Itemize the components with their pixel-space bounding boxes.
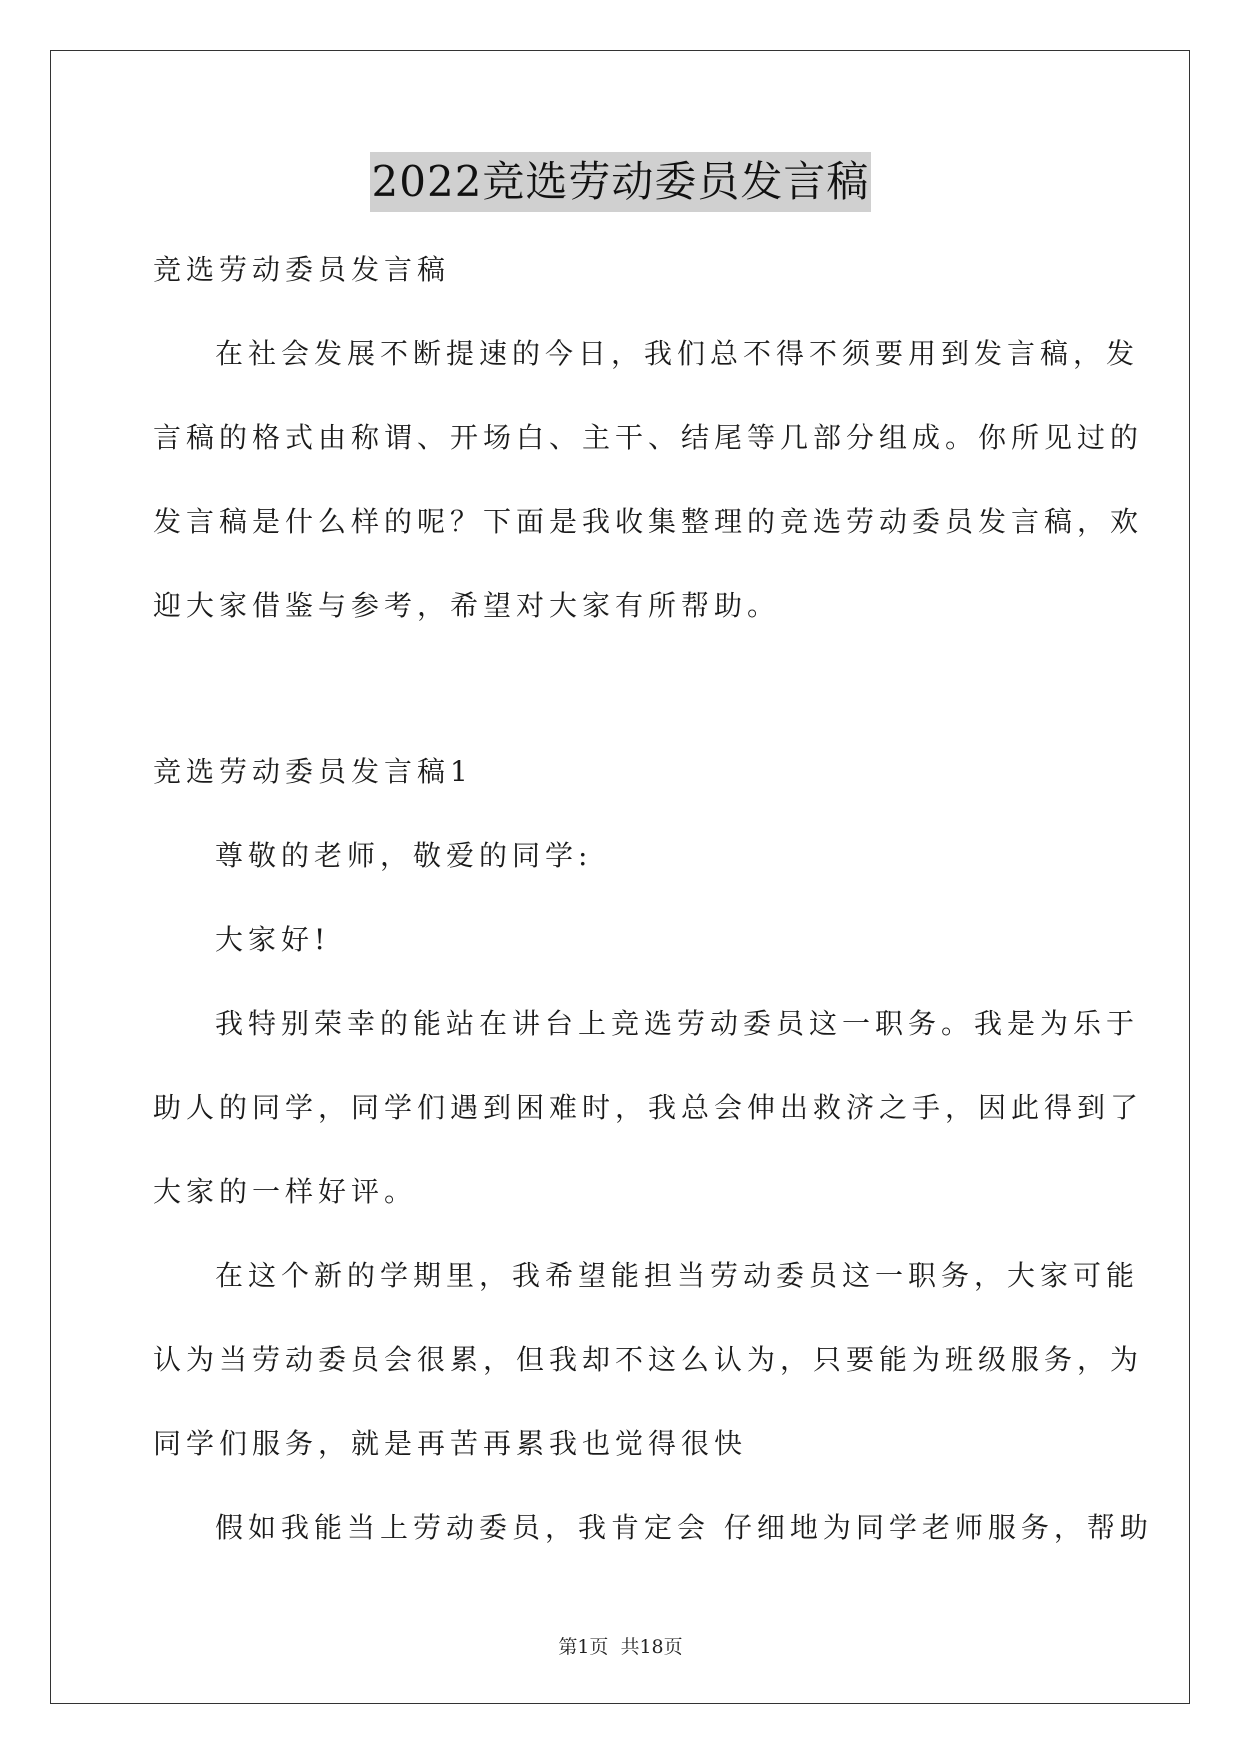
paragraph-line: 言稿的格式由称谓、开场白、主干、结尾等几部分组成。你所见过的	[153, 421, 1144, 454]
title-wrap	[0, 152, 1241, 212]
document-title: 2022竞选劳动委员发言稿	[370, 152, 872, 212]
page-number: 第1页	[558, 1636, 609, 1658]
paragraph-line: 我特别荣幸的能站在讲台上竞选劳动委员这一职务。我是为乐于	[215, 1007, 1140, 1040]
page-total: 共18页	[620, 1636, 683, 1658]
paragraph-line: 在社会发展不断提速的今日，我们总不得不须要用到发言稿，发	[215, 337, 1140, 370]
page-footer	[0, 1632, 1241, 1659]
paragraph-line: 同学们服务，就是再苦再累我也觉得很快	[153, 1427, 748, 1460]
paragraph-line: 大家的一样好评。	[153, 1175, 418, 1208]
section-heading: 竞选劳动委员发言稿1	[153, 755, 473, 788]
paragraph-line: 助人的同学，同学们遇到困难时，我总会伸出救济之手，因此得到了	[153, 1091, 1144, 1124]
paragraph-line: 假如我能当上劳动委员，我肯定会 仔细地为同学老师服务，帮助	[215, 1511, 1153, 1544]
greeting-line: 大家好!	[215, 923, 331, 956]
document-body	[153, 228, 1153, 1570]
paragraph-line: 发言稿是什么样的呢？下面是我收集整理的竞选劳动委员发言稿，欢	[153, 505, 1144, 538]
paragraph-line: 认为当劳动委员会很累，但我却不这么认为，只要能为班级服务，为	[153, 1343, 1144, 1376]
paragraph-gap	[153, 648, 1093, 730]
paragraph-line: 在这个新的学期里，我希望能担当劳动委员这一职务，大家可能	[215, 1259, 1140, 1292]
paragraph-line: 迎大家借鉴与参考，希望对大家有所帮助。	[153, 589, 781, 622]
salutation-line: 尊敬的老师，敬爱的同学:	[215, 839, 593, 872]
section-heading: 竞选劳动委员发言稿	[153, 253, 451, 286]
